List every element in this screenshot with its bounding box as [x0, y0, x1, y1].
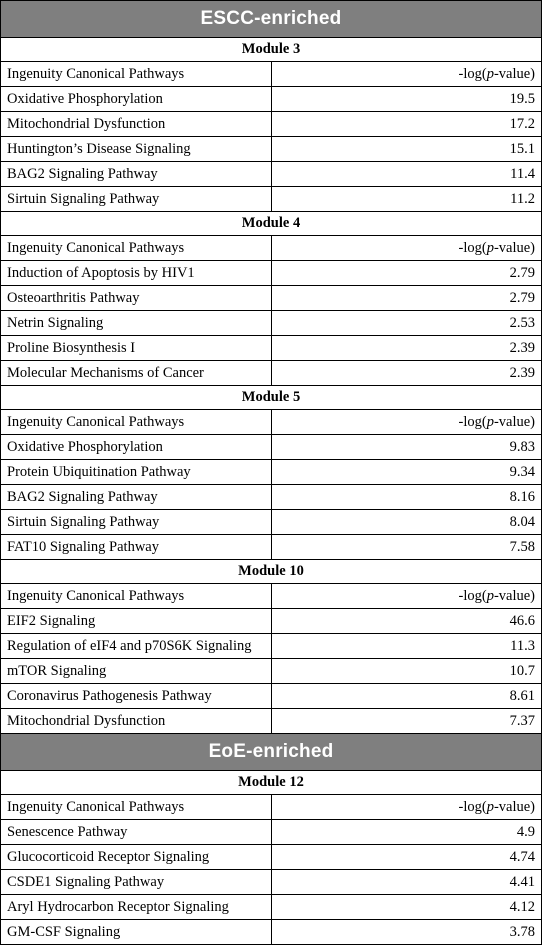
log-p-value-cell: 2.53 — [271, 311, 542, 336]
pathway-name-cell: Aryl Hydrocarbon Receptor Signaling — [1, 895, 272, 920]
value-header-prefix: -log( — [458, 65, 487, 82]
pathway-name-cell: BAG2 Signaling Pathway — [1, 485, 272, 510]
module-row — [1, 771, 542, 795]
value-header-variable: p — [486, 239, 494, 256]
value-header-suffix: -value) — [493, 798, 535, 815]
value-header-suffix: -value) — [493, 65, 535, 82]
pathway-name-cell: FAT10 Signaling Pathway — [1, 535, 272, 560]
log-p-value-cell: 17.2 — [271, 112, 542, 137]
log-p-value-cell: 2.79 — [271, 261, 542, 286]
value-header-suffix: -value) — [493, 239, 535, 256]
log-p-value-cell: 10.7 — [271, 659, 542, 684]
module-row — [1, 386, 542, 410]
log-p-value-cell: 2.39 — [271, 361, 542, 386]
pathway-column-header: Ingenuity Canonical Pathways — [1, 795, 272, 820]
module-row — [1, 560, 542, 584]
table-row — [1, 336, 542, 361]
pathway-name-cell: Regulation of eIF4 and p70S6K Signaling — [1, 634, 272, 659]
log-p-value-cell: 4.9 — [271, 820, 542, 845]
pathway-name-cell: BAG2 Signaling Pathway — [1, 162, 272, 187]
log-p-value-cell: 8.04 — [271, 510, 542, 535]
column-header-row — [1, 62, 542, 87]
log-p-value-cell: 7.58 — [271, 535, 542, 560]
group-title: EoE-enriched — [1, 734, 542, 771]
pathway-name-cell: Sirtuin Signaling Pathway — [1, 510, 272, 535]
log-p-value-cell: 19.5 — [271, 87, 542, 112]
table-row — [1, 684, 542, 709]
log-p-value-cell: 11.2 — [271, 187, 542, 212]
pathway-name-cell: Osteoarthritis Pathway — [1, 286, 272, 311]
table-row — [1, 162, 542, 187]
value-header-variable: p — [486, 65, 494, 82]
table-row — [1, 261, 542, 286]
pathway-name-cell: Induction of Apoptosis by HIV1 — [1, 261, 272, 286]
value-column-header — [271, 795, 542, 820]
table-row — [1, 845, 542, 870]
module-title: Module 10 — [1, 560, 542, 584]
pathway-name-cell: Mitochondrial Dysfunction — [1, 112, 272, 137]
table-row — [1, 460, 542, 485]
log-p-value-cell: 9.83 — [271, 435, 542, 460]
group-title: ESCC-enriched — [1, 1, 542, 38]
log-p-value-cell: 2.79 — [271, 286, 542, 311]
group-header-row — [1, 1, 542, 38]
table-row — [1, 187, 542, 212]
module-title: Module 4 — [1, 212, 542, 236]
table-row — [1, 286, 542, 311]
table-row — [1, 361, 542, 386]
module-title: Module 12 — [1, 771, 542, 795]
pathway-column-header: Ingenuity Canonical Pathways — [1, 410, 272, 435]
pathway-name-cell: EIF2 Signaling — [1, 609, 272, 634]
value-header-prefix: -log( — [458, 239, 487, 256]
table-row — [1, 435, 542, 460]
value-column-header — [271, 410, 542, 435]
table-row — [1, 920, 542, 945]
module-title: Module 3 — [1, 38, 542, 62]
pathway-name-cell: CSDE1 Signaling Pathway — [1, 870, 272, 895]
log-p-value-cell: 7.37 — [271, 709, 542, 734]
log-p-value-cell: 8.16 — [271, 485, 542, 510]
value-header-variable: p — [486, 413, 494, 430]
module-row — [1, 212, 542, 236]
value-header-prefix: -log( — [458, 587, 487, 604]
pathway-name-cell: Molecular Mechanisms of Cancer — [1, 361, 272, 386]
pathway-name-cell: Senescence Pathway — [1, 820, 272, 845]
log-p-value-cell: 4.12 — [271, 895, 542, 920]
table-row — [1, 870, 542, 895]
pathway-name-cell: Glucocorticoid Receptor Signaling — [1, 845, 272, 870]
value-header-suffix: -value) — [493, 587, 535, 604]
log-p-value-cell: 11.4 — [271, 162, 542, 187]
table-row — [1, 87, 542, 112]
pathway-column-header: Ingenuity Canonical Pathways — [1, 236, 272, 261]
column-header-row — [1, 795, 542, 820]
table-row — [1, 137, 542, 162]
value-column-header — [271, 236, 542, 261]
pathway-column-header: Ingenuity Canonical Pathways — [1, 584, 272, 609]
log-p-value-cell: 4.41 — [271, 870, 542, 895]
pathway-name-cell: Oxidative Phosphorylation — [1, 87, 272, 112]
group-header-row — [1, 734, 542, 771]
table-row — [1, 895, 542, 920]
table-row — [1, 609, 542, 634]
table-row — [1, 311, 542, 336]
column-header-row — [1, 410, 542, 435]
log-p-value-cell: 15.1 — [271, 137, 542, 162]
pathway-name-cell: Coronavirus Pathogenesis Pathway — [1, 684, 272, 709]
column-header-row — [1, 236, 542, 261]
log-p-value-cell: 46.6 — [271, 609, 542, 634]
log-p-value-cell: 8.61 — [271, 684, 542, 709]
pathway-name-cell: GM-CSF Signaling — [1, 920, 272, 945]
table-row — [1, 820, 542, 845]
pathway-name-cell: mTOR Signaling — [1, 659, 272, 684]
value-column-header — [271, 62, 542, 87]
pathway-name-cell: Protein Ubiquitination Pathway — [1, 460, 272, 485]
table-row — [1, 112, 542, 137]
pathway-name-cell: Netrin Signaling — [1, 311, 272, 336]
log-p-value-cell: 3.78 — [271, 920, 542, 945]
pathway-name-cell: Mitochondrial Dysfunction — [1, 709, 272, 734]
log-p-value-cell: 2.39 — [271, 336, 542, 361]
pathway-name-cell: Proline Biosynthesis I — [1, 336, 272, 361]
log-p-value-cell: 9.34 — [271, 460, 542, 485]
table-row — [1, 510, 542, 535]
table-row — [1, 485, 542, 510]
log-p-value-cell: 11.3 — [271, 634, 542, 659]
pathway-name-cell: Sirtuin Signaling Pathway — [1, 187, 272, 212]
module-title: Module 5 — [1, 386, 542, 410]
module-row — [1, 38, 542, 62]
table-row — [1, 634, 542, 659]
pathway-name-cell: Huntington’s Disease Signaling — [1, 137, 272, 162]
value-column-header — [271, 584, 542, 609]
table-row — [1, 659, 542, 684]
value-header-variable: p — [486, 798, 494, 815]
pathway-column-header: Ingenuity Canonical Pathways — [1, 62, 272, 87]
value-header-prefix: -log( — [458, 798, 487, 815]
value-header-suffix: -value) — [493, 413, 535, 430]
table-row — [1, 535, 542, 560]
table-row — [1, 709, 542, 734]
value-header-variable: p — [486, 587, 494, 604]
pathway-name-cell: Oxidative Phosphorylation — [1, 435, 272, 460]
log-p-value-cell: 4.74 — [271, 845, 542, 870]
pathway-table-body — [1, 1, 542, 945]
column-header-row — [1, 584, 542, 609]
value-header-prefix: -log( — [458, 413, 487, 430]
